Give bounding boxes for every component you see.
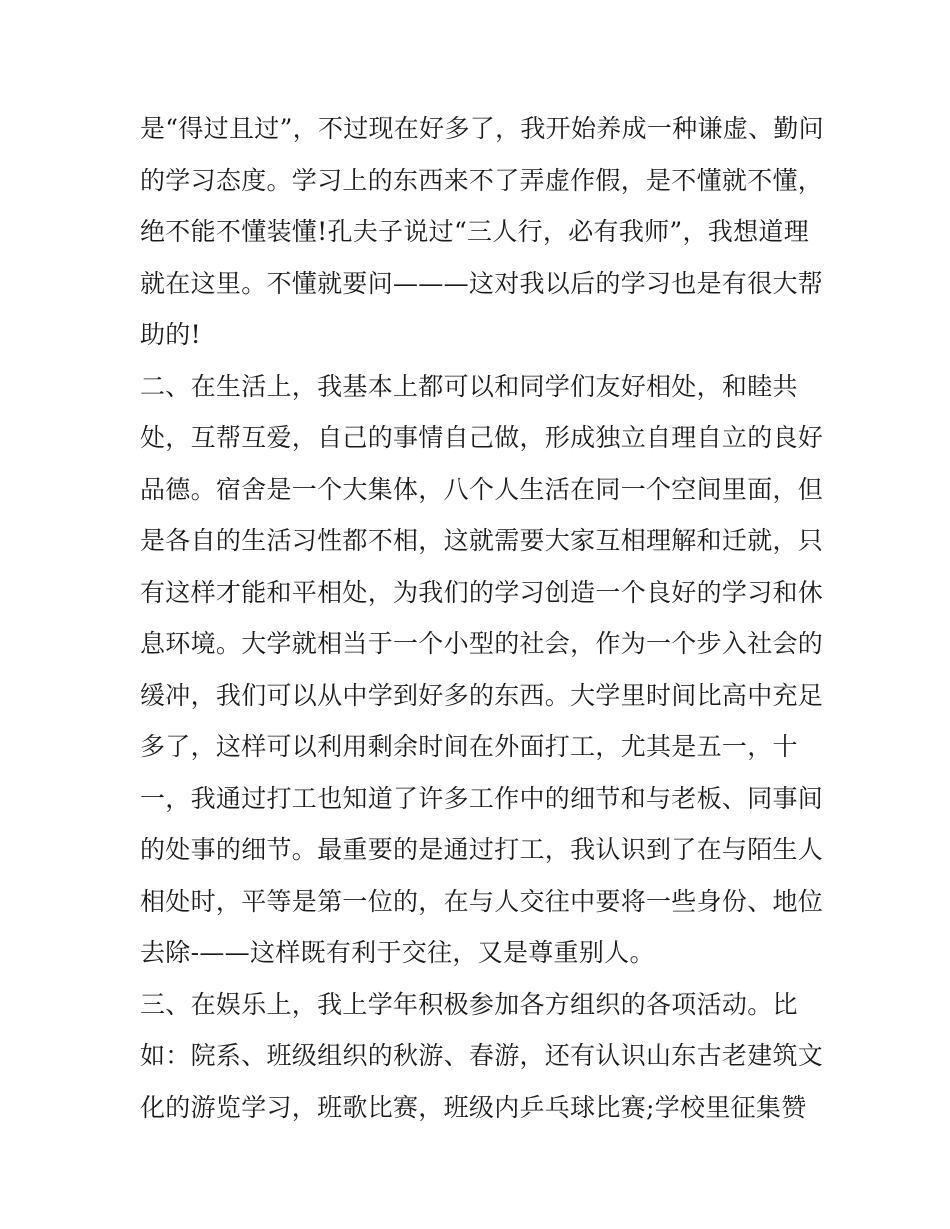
text-line: 的处事的细节。最重要的是通过打工，我认识到了在与陌生人 — [140, 835, 824, 864]
text-line: 三、在娱乐上，我上学年积极参加各方组织的各项活动。比 — [140, 989, 798, 1019]
text-line: 处，互帮互爱，自己的事情自己做，形成独立自理自立的良好 — [140, 423, 824, 452]
text-line: 绝不能不懂装懂!孔夫子说过“三人行，必有我师”，我想道理 — [140, 217, 810, 246]
text-line: 就在这里。不懂就要问———这对我以后的学习也是有很大帮 — [140, 268, 824, 298]
text-line: 品德。宿舍是一个大集体，八个人生活在同一个空间里面，但 — [140, 474, 824, 504]
text-line: 缓冲，我们可以从中学到好多的东西。大学里时间比高中充足 — [140, 680, 824, 710]
text-line: 相处时，平等是第一位的，在与人交往中要将一些身份、地位 — [140, 886, 824, 916]
text-line: 如：院系、班级组织的秋游、春游，还有认识山东古老建筑文 — [140, 1041, 824, 1070]
text-line: 息环境。大学就相当于一个小型的社会，作为一个步入社会的 — [140, 629, 824, 658]
text-line: 是各自的生活习性都不相，这就需要大家互相理解和迁就，只 — [140, 526, 824, 555]
text-line: 的学习态度。学习上的东西来不了弄虚作假，是不懂就不懂， — [140, 165, 824, 195]
text-line: 去除-——这样既有利于交往，又是尊重别人。 — [140, 938, 655, 967]
text-line: 化的游览学习，班歌比赛，班级内乒乓球比赛;学校里征集赞 — [140, 1092, 807, 1122]
body-text — [140, 103, 830, 1133]
text-line: 助的! — [140, 320, 201, 349]
text-line: 一，我通过打工也知道了许多工作中的细节和与老板、同事间 — [140, 783, 824, 813]
text-line: 多了，这样可以利用剩余时间在外面打工，尤其是五一，十 — [140, 732, 798, 761]
text-line: 是“得过且过”，不过现在好多了，我开始养成一种谦虚、勤问 — [140, 114, 824, 143]
text-line: 二、在生活上，我基本上都可以和同学们友好相处，和睦共 — [140, 371, 798, 401]
text-line: 有这样才能和平相处，为我们的学习创造一个良好的学习和休 — [140, 577, 824, 607]
